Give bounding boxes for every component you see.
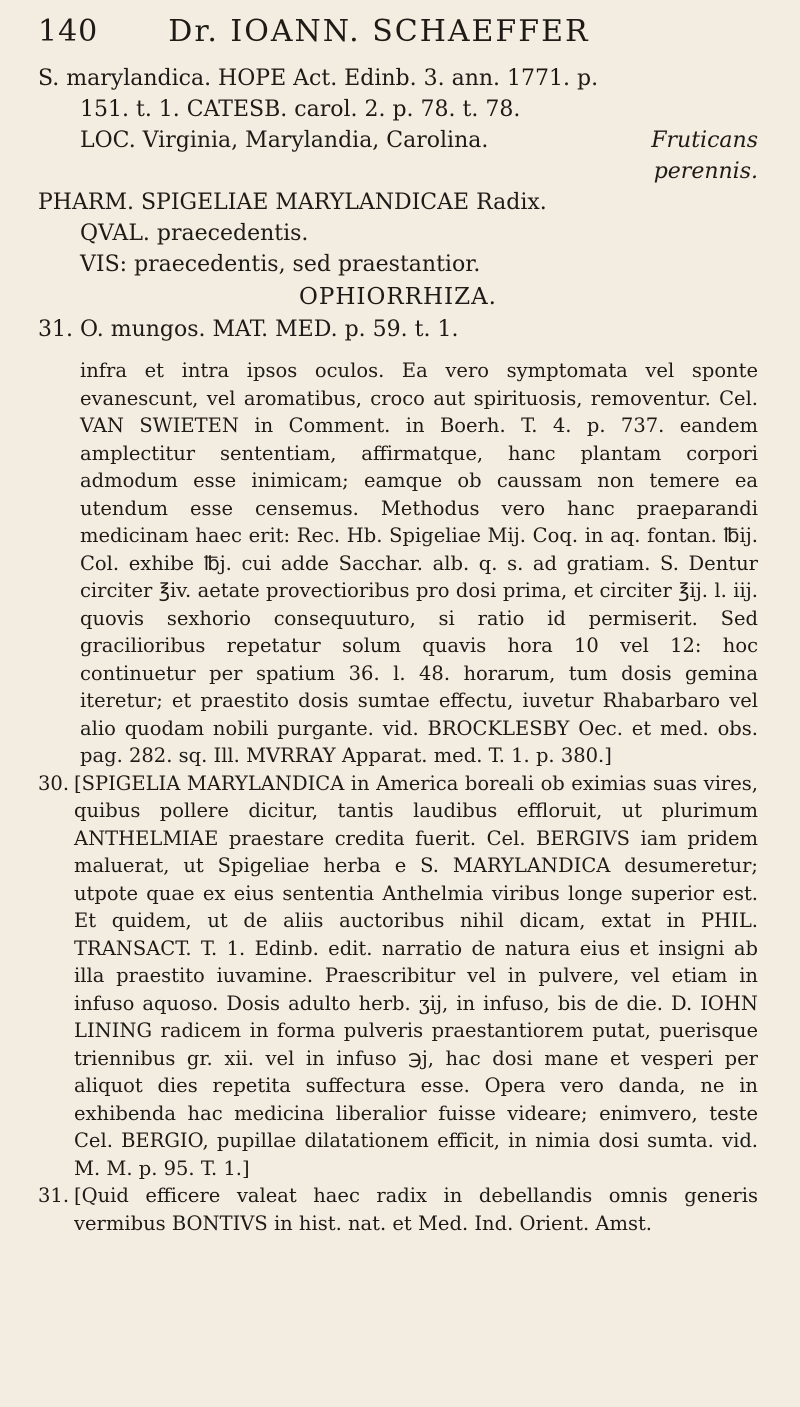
genus-heading: OPHIORRHIZA. — [298, 284, 497, 310]
note-text: [SPIGELIA MARYLANDICA in America boreali ob eximias suas vires, quibus pollere dicitur, tantis laudibus effloruit, ut plurimum ANTHELMIAE praestare credita fuerit. Cel. BERGIVS iam pridem maluerat, ut Spigeliae herba e S. MARYLANDICA desumeretur; utpote quae ex eius sententia Anthelmia viribus longe superior est. Et quidem, ut de aliis auctoribus nihil dicam, extat in PHIL. TRANSACT. T. 1. Edinb. edit. narratio de natura eius et insigni ab illa praestito iuvamine. Praescribitur vel in pulvere, vel etiam in infuso aquoso. Dosis adulto herb. ʒij, in infuso, bis de die. D. IOHN LINING radicem in forma pulveris praestantiorem putat, puerisque triennibus gr. xii. vel in infuso ℈j, hac dosi mane et vesperi per aliquot dies repetita suffectura esse. Opera vero danda, ne in exhibenda hac medicina liberalior fuisse videare; enimvero, teste Cel. BERGIO, pupillae dilatationem efficit, in nimia dosi sumta. vid. M. M. p. 95. T. 1.] — [74, 771, 758, 1180]
entry-line: 151. t. 1. CATESB. carol. 2. p. 78. t. 78. — [80, 97, 521, 122]
footnote-continuation: infra et intra ipsos oculos. Ea vero symptomata vel sponte evanescunt, vel aromatibus, croco aut spirituosis, removentur. Cel. VAN SWIETEN in Comment. in Boerh. T. 4. p. 737. eandem amplectitur sententiam, affirmatque, hanc plantam corpori admodum esse inimicam; eamque ob caussam non temere ea utendum esse censemus. Methodus vero hanc praeparandi medicinam haec erit: Rec. Hb. Spigeliae Mij. Coq. in aq. fontan. ℔ij. Col. exhibe ℔j. cui adde Sacchar. alb. q. s. ad gratiam. S. Dentur circiter ℥iv. aetate provectioribus pro dosi prima, et circiter ℥ij. l. iij. quovis sexhorio consequuturo, si ratio id permiserit. Sed gracilioribus repetatur solum quavis hora 10 vel 12: hoc continuetur per spatium 36. l. 48. horarum, tum dosis gemina iteretur; et praestito dosis sumtae effectu, iuvetur Rhabarbaro vel alio quodam nobili purgante. vid. BROCKLESBY Oec. et med. obs. pag. 282. sq. Ill. MVRRAY Apparat. med. T. 1. p. 380.] — [80, 359, 758, 767]
entry-line: S. marylandica. HOPE Act. Edinb. 3. ann. 1771. p. — [38, 66, 599, 91]
vis-line: VIS: praecedentis, sed praestantior. — [80, 252, 481, 277]
pharm-line: PHARM. SPIGELIAE MARYLANDICAE Radix. — [38, 190, 547, 215]
note-number: 30. — [38, 771, 70, 795]
numbered-note-30 — [38, 770, 758, 1183]
note-number: 31. — [38, 1184, 70, 1207]
locality: LOC. Virginia, Marylandia, Carolina. — [80, 128, 489, 153]
species-entry-31: 31. O. mungos. MAT. MED. p. 59. t. 1. — [38, 317, 459, 342]
entry-line — [38, 125, 758, 156]
qval-line: QVAL. praecedentis. — [80, 221, 309, 246]
habit: Fruticans — [651, 128, 758, 153]
running-title: Dr. IOANN. SCHAEFFER — [168, 14, 590, 49]
species-entry-30 — [38, 63, 758, 280]
note-text: [Quid efficere valeat haec radix in debellandis omnis generis vermibus BONTIVS in hist. nat. et Med. Ind. Orient. Amst. — [74, 1184, 758, 1235]
running-header — [38, 14, 758, 49]
habit-line: perennis. — [653, 159, 758, 184]
page-number: 140 — [38, 14, 99, 49]
numbered-note-31 — [38, 1182, 758, 1237]
